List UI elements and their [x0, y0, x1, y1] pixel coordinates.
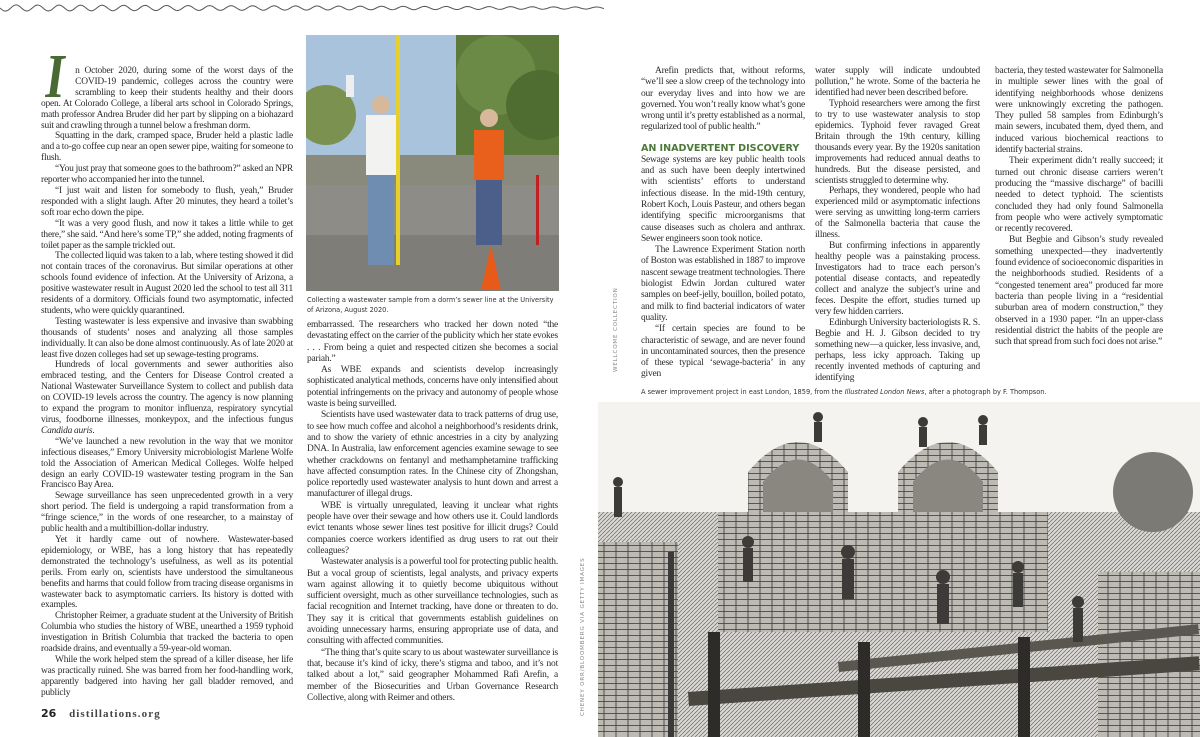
page-footer: [41, 707, 161, 720]
publication-title: Illustrated London News: [844, 388, 925, 396]
article-column-5: [995, 66, 1163, 348]
caption-text: A sewer improvement project in east London, 1859, from the: [641, 388, 845, 396]
wastewater-sampling-photo: [306, 35, 559, 291]
paragraph-text: n October 2020, during some of the worst days of the COVID-19 pandemic, colleges across the country were scrambling to keep their students healthy and their doors open. At Colorado College, a liberal arts school in Colorado Springs, math professor Andrea Bruder did her part by slipping on a biohazard suit and crawling through a tunnel below a freshman dorm.: [41, 66, 293, 131]
paragraph: As WBE expands and scientists develop increasingly sophisticated analytical methods, concerns have only intensified about potential infringements on the privacy and autonomy of people whose waste is being surveilled.: [307, 365, 558, 410]
paragraph: “It was a very good flush, and now it takes a little while to get there,” she said. “And here’s some TP,” she added, noting fragments of toilet paper as the sample trickled out.: [41, 218, 293, 251]
article-column-2: [307, 320, 558, 704]
paragraph: WBE is virtually unregulated, leaving it unclear what rights people have over their sewage and how others use it. Could landlords evict tenants whose sewer lines test positive for illicit drugs? Could companies coerce workers identified as drug users to rat out their colleagues?: [307, 500, 558, 556]
paragraph: water supply will indicate undoubted pollution,” he wrote. Some of the bacteria he identified had never been described before.: [815, 66, 980, 98]
paragraph: “The thing that’s quite scary to us about wastewater surveillance is that, because it’s kind of icky, there’s stigma and taboo, and it’s not talked about a lot,” said geographer Mohammed Rafi Arefin, a member of the Biosecurities and Urban Governance Research Collective, along with Reimer and others.: [307, 647, 558, 703]
paragraph: But confirming infections in apparently healthy people was a painstaking process. Investigators had to trace each person’s potential disease contacts, and repeatedly collect and analyze the subject’s urine and feces. Despite the effort, studies turned up very few hidden carriers.: [815, 241, 980, 317]
photo-caption: Collecting a wastewater sample from a dorm’s sewer line at the University of Arizona, August 2020.: [307, 296, 554, 314]
site-url: distillations.org: [69, 708, 161, 720]
paragraph: The collected liquid was taken to a lab, where testing showed it did not contain traces of the coronavirus. But similar operations at other schools found evidence of infection. At the University of Arizona, a positive wastewater result in August 2020 led the school to test all 311 residents of a dormitory. Officials found two asymptomatic, infected students, who were quickly quarantined.: [41, 251, 293, 316]
page-number: 26: [41, 707, 57, 720]
paragraph-text: .: [92, 425, 95, 436]
paragraph: Yet it hardly came out of nowhere. Wastewater-based epidemiology, or WBE, has a long history that has repeatedly demonstrated the technology’s usefulness, as well as its potential perils. From early on, scientists have understood the simultaneous benefits and harms that could follow from tracing disease organisms in wastewater back to asymptomatic carriers. Its history is dotted with examples.: [41, 534, 293, 611]
article-column-3: [641, 66, 805, 381]
paragraph: Perhaps, they wondered, people who had experienced mild or asymptomatic infections were serving as unwitting long-term carriers of the Salmonella bacteria that cause the illness.: [815, 186, 980, 241]
paragraph: The Lawrence Experiment Station north of Boston was established in 1887 to improve nascent sewage treatment technologies. There biologist Edwin Jordan cultured water samples on beef-jelly, bouillon, boiled potato, and milk to find bacterial indicators of water quality.: [641, 245, 805, 323]
paragraph-text: Hundreds of local governments and sewer authorities also embraced testing, and the Centers for Disease Control created a National Wastewater Surveillance System to collect and publish data on COVID-19 levels across the country. The agency is now planning to expand the program to monitor influenza, respiratory syncytial virus, foodborne illnesses, monkeypox, and the infectious fungus: [41, 360, 293, 425]
paragraph: Sewage systems are key public health tools and as such have been deeply intertwined with scientists’ efforts to understand infectious disease. In the mid-19th century, Robert Koch, Louis Pasteur, and others began identifying specific microorganisms that cause diseases such as cholera and anthrax. Sewer engineers soon took notice.: [641, 154, 805, 244]
paragraph: While the work helped stem the spread of a killer disease, her life was practically ruined. She was barred from her food-handling work, apparently badgered into having her gall bladder removed, and publicly: [41, 654, 293, 698]
section-heading: AN INADVERTENT DISCOVERY: [641, 142, 800, 154]
paragraph: Arefin predicts that, without reforms, “we’ll see a slow creep of the technology into our everyday lives and into how we are governed. You won’t really know what’s gone wrong until it’s pretty established as a normal, regularized tool of public health.”: [641, 66, 805, 133]
paragraph: Scientists have used wastewater data to track patterns of drug use, to see how much coffee and alcohol a neighborhood’s residents drink, and to show the variety of ethnic ancestries in a city by analyzing DNA. In Australia, law enforcement agencies examine sewage to see whether crackdowns on fentanyl and methamphetamine trafficking have affected consumption rates. In the Chinese city of Zhongshan, police reportedly used wastewater analysis to hunt down and arrest a manufacturer of illegal drugs.: [307, 410, 558, 500]
photo-credit: CHENEY ORR/BLOOMBERG VIA GETTY IMAGES: [580, 557, 586, 716]
paragraph: “We’ve launched a new revolution in the way that we monitor infectious diseases,” Emory University microbiologist Marlene Wolfe told the Association of American Medical Colleges. Wolfe helped design an early COVID-19 wastewater testing program in the San Francisco Bay Area.: [41, 436, 293, 491]
paragraph: Edinburgh University bacteriologists R. S. Begbie and H. J. Gibson decided to try something new—a quicker, less invasive, and, perhaps, less icky approach. Taking up recently invented methods of capturing and identifying: [815, 317, 980, 383]
paragraph: “I just wait and listen for somebody to flush, yeah,” Bruder responded with a slight laugh. After 20 minutes, they heard a toilet’s soft roar echo down the pipe.: [41, 185, 293, 218]
engraving-credit: WELLCOME COLLECTION: [613, 287, 619, 372]
paragraph: But Begbie and Gibson’s study revealed something unexpected—they inadvertently found evidence of socioeconomic disparities in the neighborhoods studied. Residents of a “congested tenement area” produced far more bacteria than people living in a “residential suburban area of modern construction,” they observed in a 1930 paper. “In an upper-class residential district the habits of the people are such that spread from such foci does not arise.”: [995, 235, 1163, 348]
species-name: Candida auris: [41, 425, 93, 436]
paragraph: Testing wastewater is less expensive and invasive than swabbing thousands of students’ noses and analyzing all those samples individually. It can also be done almost continuously. As of late 2020 at least five dozen colleges had set up sewage-testing programs.: [41, 316, 293, 360]
paragraph: “You just pray that someone goes to the bathroom?” asked an NPR reporter who accompanied her into the tunnel.: [41, 164, 293, 186]
paragraph: Squatting in the dark, cramped space, Bruder held a plastic ladle and a to-go coffee cup near an open sewer pipe, waiting for someone to flush.: [41, 131, 293, 164]
intro-paragraph: [41, 43, 293, 131]
drop-cap: I: [45, 43, 65, 111]
paragraph: Wastewater analysis is a powerful tool for protecting public health. But a vocal group of scientists, legal analysts, and privacy experts warn against allowing it to quietly become ubiquitous without sufficient oversight, much as other surveillance technologies, such as facial recognition and Internet tracking, have done or threaten to do. They say it is critical that governments establish guidelines on avoiding unnecessary harms, ensuring appropriate use of data, and consulting with affected communities.: [307, 557, 558, 647]
caption-text: , after a photograph by F. Thompson.: [924, 388, 1047, 396]
engraving-caption: [641, 388, 1181, 398]
paragraph: Typhoid researchers were among the first to try to use wastewater analysis to stop epidemics. Typhoid fever ravaged Great Britain through the 19th century, killing thousands every year. By the 1920s sanitation improvements had reduced annual deaths to hundreds. But the disease persisted, and scientists struggled to determine why.: [815, 98, 980, 186]
paragraph: “If certain species are found to be characteristic of sewage, and are never found in uncontaminated sources, then the presence of these typical ‘sewage-bacteria’ in any given: [641, 324, 805, 380]
paragraph: Sewage surveillance has seen unprecedented growth in a very short period. The field is undergoing a rapid transformation from a “fringe science,” in the words of one researcher, to a mainstay of public health and a multibillion-dollar industry.: [41, 491, 293, 535]
paragraph: Their experiment didn’t really succeed; it turned out chronic disease carriers weren’t producing the “massive discharge” of bacilli needed to detect typhoid. The scientists concluded they had only found Salmonella from people who were actively symptomatic or recently recovered.: [995, 156, 1163, 235]
paragraph: bacteria, they tested wastewater for Salmonella in multiple sewer lines with the goal of identifying neighborhoods whose denizens were unknowingly excreting the pathogen. They pulled 58 samples from Edinburgh’s main sewers, incubated them, dyed them, and induced various biochemical reactions to identify bacterial strains.: [995, 66, 1163, 156]
sewer-engraving-illustration: [598, 402, 1200, 737]
paragraph: embarrassed. The researchers who tracked her down noted “the devastating effect on the carrier of the publicity which her state evokes . . . From being a quiet and respected citizen she becomes a social pariah.”: [307, 320, 558, 364]
paragraph: Christopher Reimer, a graduate student at the University of British Columbia who studies the history of WBE, unearthed a 1959 typhoid investigation in British Columbia that tracked the bacteria to open roadside drains, and eventually a 59-year-old woman.: [41, 611, 293, 655]
decorative-wave-rule: [0, 0, 610, 16]
article-column-1: [41, 43, 293, 699]
article-column-4: [815, 66, 980, 384]
paragraph: [41, 360, 293, 436]
